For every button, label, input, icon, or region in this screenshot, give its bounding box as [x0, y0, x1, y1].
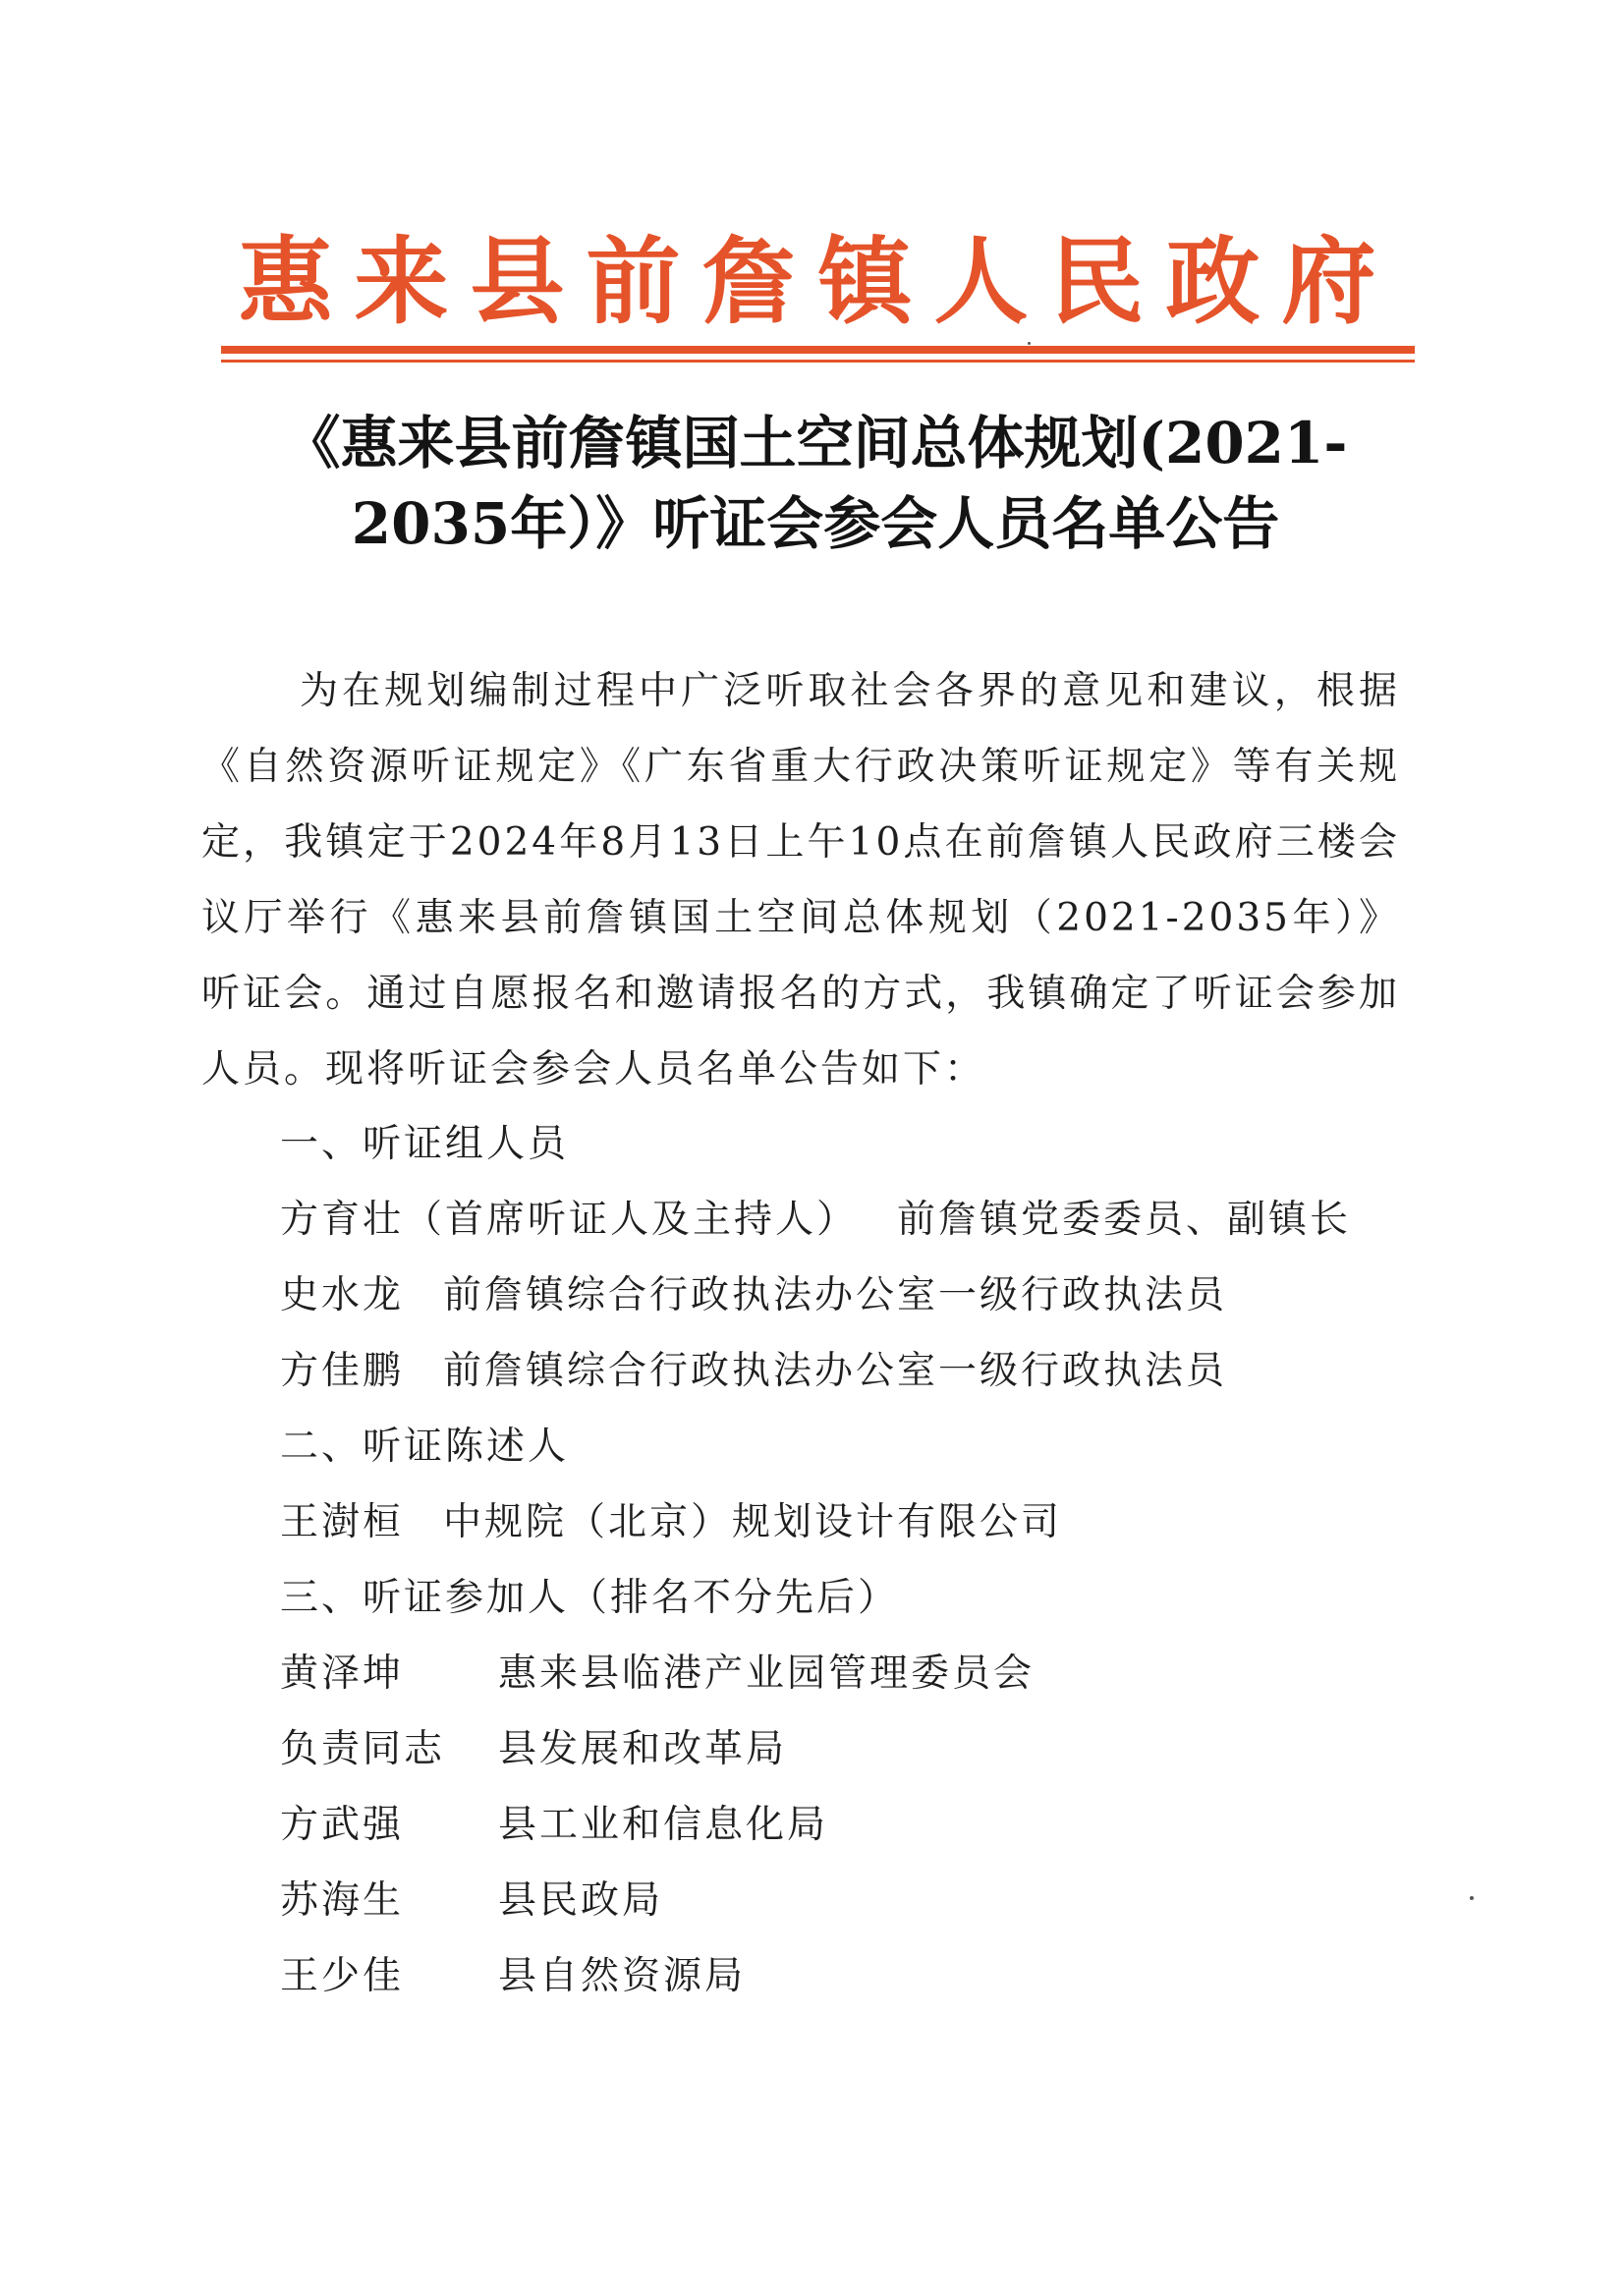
- member-affiliation: 惠来县临港产业园管理委员会: [498, 1651, 1036, 1696]
- list-item: [280, 1342, 1227, 1401]
- member-name: 方佳鹏: [280, 1349, 405, 1393]
- member-name: 方育壮（首席听证人及主持人）: [280, 1198, 859, 1242]
- member-affiliation: 县发展和改革局: [498, 1727, 788, 1771]
- member-affiliation: 前詹镇党委委员、副镇长: [897, 1198, 1352, 1242]
- list-item: [280, 1493, 1062, 1552]
- list-item: [280, 1872, 663, 1931]
- intro-paragraph: 为在规划编制过程中广泛听取社会各界的意见和建议，根据《自然资源听证规定》《广东省重大行政决策听证规定》等有关规定，我镇定于2024年8月13日上午10点在前詹镇人民政府三楼会议厅举行《惠来县前詹镇国土空间总体规划（2021-2035年）》听证会。通过自愿报名和邀请报名的方式，我镇确定了听证会参加人员。现将听证会参会人员名单公告如下：: [201, 669, 1400, 1092]
- member-name: 史水龙: [280, 1273, 405, 1317]
- member-name: 黄泽坤: [280, 1651, 405, 1696]
- list-item: [280, 1191, 1351, 1250]
- list-item: [280, 1720, 787, 1779]
- list-item: [280, 1947, 746, 2006]
- section-heading-statement-presenter: 二、听证陈述人: [280, 1425, 570, 1469]
- member-affiliation: 县民政局: [498, 1878, 664, 1923]
- scan-speck: [1028, 342, 1031, 345]
- list-item: [280, 1266, 1227, 1325]
- document-title: 《惠来县前詹镇国土空间总体规划(2021-2035年）》听证会参会人员名单公告: [283, 410, 1348, 557]
- member-name: 苏海生: [280, 1878, 405, 1923]
- scan-speck: [1470, 1896, 1474, 1900]
- member-name: 王少佳: [280, 1954, 405, 1998]
- member-name: 方武强: [280, 1803, 405, 1847]
- member-affiliation: 县自然资源局: [498, 1954, 747, 1998]
- member-affiliation: 中规院（北京）规划设计有限公司: [443, 1500, 1063, 1544]
- member-affiliation: 前詹镇综合行政执法办公室一级行政执法员: [443, 1273, 1228, 1317]
- member-name: 负责同志: [280, 1727, 446, 1771]
- member-affiliation: 县工业和信息化局: [498, 1803, 829, 1847]
- letterhead-rule-thick: [221, 346, 1415, 354]
- member-name: 王澍桓: [280, 1500, 405, 1544]
- letterhead-rule-thin: [221, 360, 1415, 363]
- section-heading-participants: 三、听证参加人（排名不分先后）: [280, 1576, 900, 1620]
- list-item: [280, 1796, 828, 1855]
- list-item: [280, 1645, 1035, 1704]
- member-affiliation: 前詹镇综合行政执法办公室一级行政执法员: [443, 1349, 1228, 1393]
- letterhead-issuer: 惠来县前詹镇人民政府: [238, 226, 1398, 337]
- section-heading-hearing-panel: 一、听证组人员: [280, 1122, 570, 1166]
